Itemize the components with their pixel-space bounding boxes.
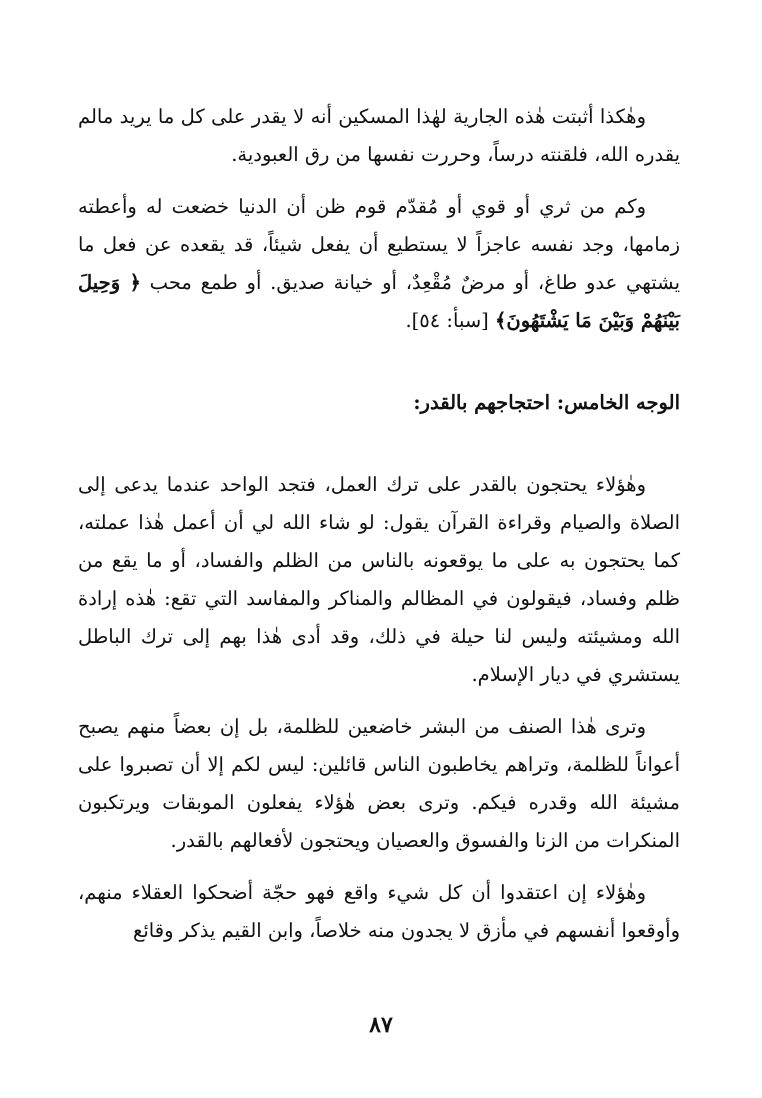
paragraph-3: وهٰؤلاء يحتجون بالقدر على ترك العمل، فتجد الواحد عندما يدعى إلى الصلاة والصيام وقراءة القرآن يقول: لو شاء الله لي أن أعمل هٰذا عملته، كما يحتجون به على ما يوقعونه بالناس من الظلم والفساد، أو ما يقع من ظلم وفساد، فيقولون في المظالم والمناكر والمفاسد التي تقع: هٰذه إرادة الله ومشيئته وليس لنا حيلة في ذلك، وقد أدى هٰذا بهم إلى ترك الباطل يستشري في ديار الإسلام. bbox=[78, 473, 680, 686]
verse-reference: [سبأ: ٥٤]. bbox=[405, 309, 489, 332]
spacer bbox=[78, 340, 680, 384]
spacer bbox=[78, 694, 680, 708]
page-number: ٨٧ bbox=[369, 1012, 393, 1038]
paragraph-4: وترى هٰذا الصنف من البشر خاضعين للظلمة، بل إن بعضاً منهم يصبح أعواناً للظلمة، وتراهم يخاطبون الناس قائلين: ليس لكم إلا أن تصبروا على مشيئة الله وقدره فيكم. وترى بعض هٰؤلاء يفعلون الموبقات ويرتكبون المنكرات من الزنا والفسوق والعصيان ويحتجون لأفعالهم بالقدر. bbox=[78, 715, 680, 852]
page-body bbox=[78, 98, 680, 950]
paragraph-5: وهٰؤلاء إن اعتقدوا أن كل شيء واقع فهو حجّة أضحكوا العقلاء منهم، وأوقعوا أنفسهم في مأزق لا يجدون منه خلاصاً، وابن القيم يذكر وقائع bbox=[78, 881, 680, 942]
section-heading: الوجه الخامس: احتجاجهم بالقدر: bbox=[413, 391, 680, 414]
paragraph-2-text: وكم من ثري أو قوي أو مُقدّم قوم ظن أن الدنيا خضعت له وأعطته زمامها، وجد نفسه عاجزاً لا يستطيع أن يفعل شيئاً، قد يقعده عن فعل ما يشتهي عدو طاغ، أو مرضٌ مُقْعِدٌ، أو خيانة صديق. أو طمع محب bbox=[78, 195, 680, 294]
spacer bbox=[78, 422, 680, 466]
paragraph-1: وهٰكذا أثبتت هٰذه الجارية لهٰذا المسكين أنه لا يقدر على كل ما يريد مالم يقدره الله، فلقنته درساً، وحررت نفسها من رق العبودية. bbox=[78, 105, 680, 166]
spacer bbox=[78, 860, 680, 874]
spacer bbox=[78, 174, 680, 188]
quran-verse: ﴿ وَحِيلَ بَيْنَهُمْ وَبَيْنَ مَا يَشْتَهُونَ﴾ bbox=[78, 271, 680, 332]
paragraph-2 bbox=[78, 188, 680, 340]
